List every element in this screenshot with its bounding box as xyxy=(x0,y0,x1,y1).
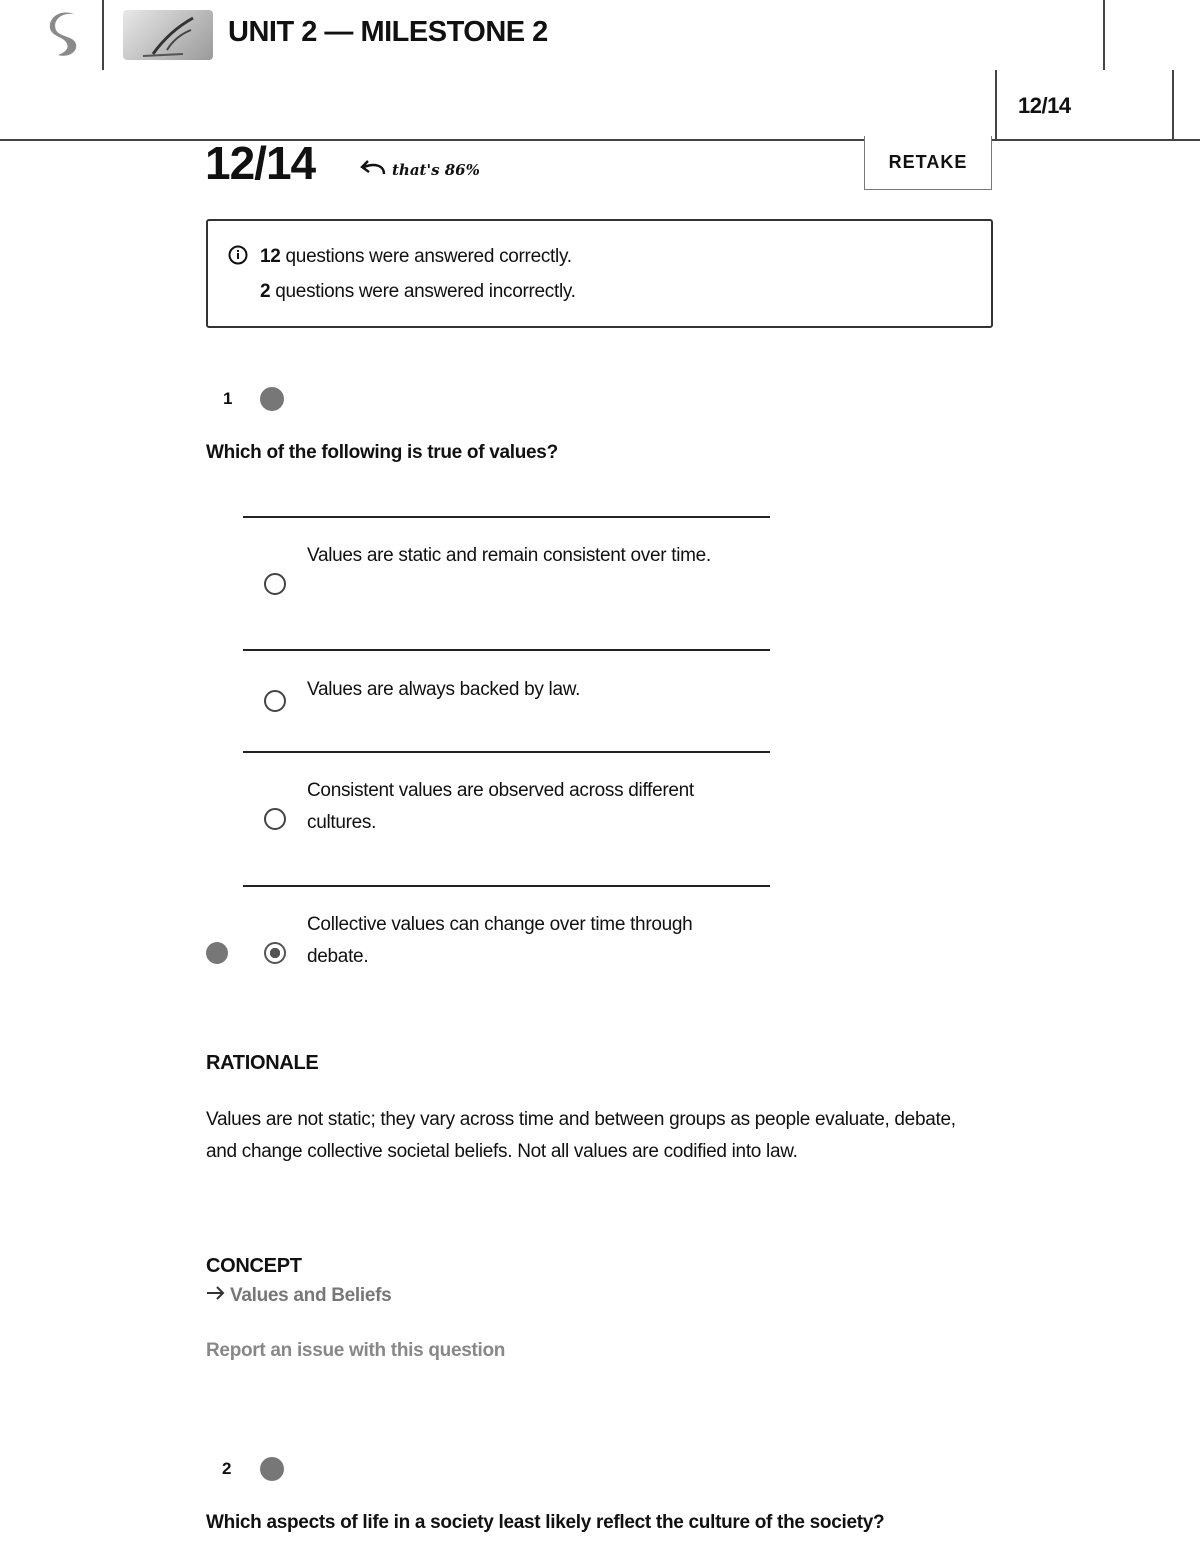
header-divider xyxy=(1103,0,1105,70)
question-text: Which of the following is true of values? xyxy=(206,442,558,463)
concept-link[interactable] xyxy=(206,1285,391,1307)
score-panel-divider xyxy=(995,70,997,140)
option-text: Values are always backed by law. xyxy=(307,679,581,700)
correct-text: questions were answered correctly. xyxy=(285,246,572,267)
correct-count: 12 xyxy=(260,246,281,267)
curved-arrow-icon xyxy=(358,158,388,182)
question-text: Which aspects of life in a society least likely reflect the culture of the society? xyxy=(206,1512,885,1533)
option-radio[interactable] xyxy=(264,573,286,595)
percent-note-text: that's 86% xyxy=(392,161,480,179)
question-status-dot xyxy=(260,387,284,411)
option-text: Consistent values are observed across different cultures. xyxy=(307,780,694,833)
option-separator xyxy=(243,885,770,887)
option-radio[interactable] xyxy=(264,808,286,830)
info-icon xyxy=(228,245,248,265)
results-summary xyxy=(206,219,993,328)
question-number: 2 xyxy=(222,1459,232,1478)
sophia-logo-icon[interactable] xyxy=(44,8,90,60)
option-radio[interactable] xyxy=(264,690,286,712)
report-issue-link[interactable]: Report an issue with this question xyxy=(206,1340,506,1361)
header-bottom-rule xyxy=(0,139,1200,141)
score-value: 12/14 xyxy=(205,137,316,189)
header-score: 12/14 xyxy=(1018,93,1071,118)
concept-link-text[interactable]: Values and Beliefs xyxy=(230,1285,392,1306)
page-title: UNIT 2 — MILESTONE 2 xyxy=(228,16,548,48)
incorrect-count: 2 xyxy=(260,281,271,302)
concept-heading: CONCEPT xyxy=(206,1255,302,1277)
unit-thumbnail xyxy=(123,10,213,60)
score-panel-divider xyxy=(1172,70,1174,140)
option-separator xyxy=(243,751,770,753)
question-number: 1 xyxy=(223,389,233,408)
rationale-heading: RATIONALE xyxy=(206,1052,319,1074)
option-radio-selected[interactable] xyxy=(264,942,286,964)
option-separator xyxy=(243,516,770,518)
option-text: Collective values can change over time through debate. xyxy=(307,914,693,967)
rationale-text: Values are not static; they vary across time and between groups as people evaluate, debate, and change collective societal beliefs. Not all values are codified into law. xyxy=(206,1109,956,1162)
correct-answer-marker xyxy=(206,942,228,964)
option-text: Values are static and remain consistent over time. xyxy=(307,545,711,566)
incorrect-text: questions were answered incorrectly. xyxy=(275,281,576,302)
header-divider xyxy=(102,0,104,70)
arrow-right-icon xyxy=(206,1285,226,1307)
correct-summary xyxy=(260,246,572,268)
option-separator xyxy=(243,649,770,651)
question-status-dot xyxy=(260,1457,284,1481)
incorrect-summary xyxy=(260,281,576,303)
retake-button[interactable]: RETAKE xyxy=(864,136,992,190)
percent-note xyxy=(358,158,480,182)
